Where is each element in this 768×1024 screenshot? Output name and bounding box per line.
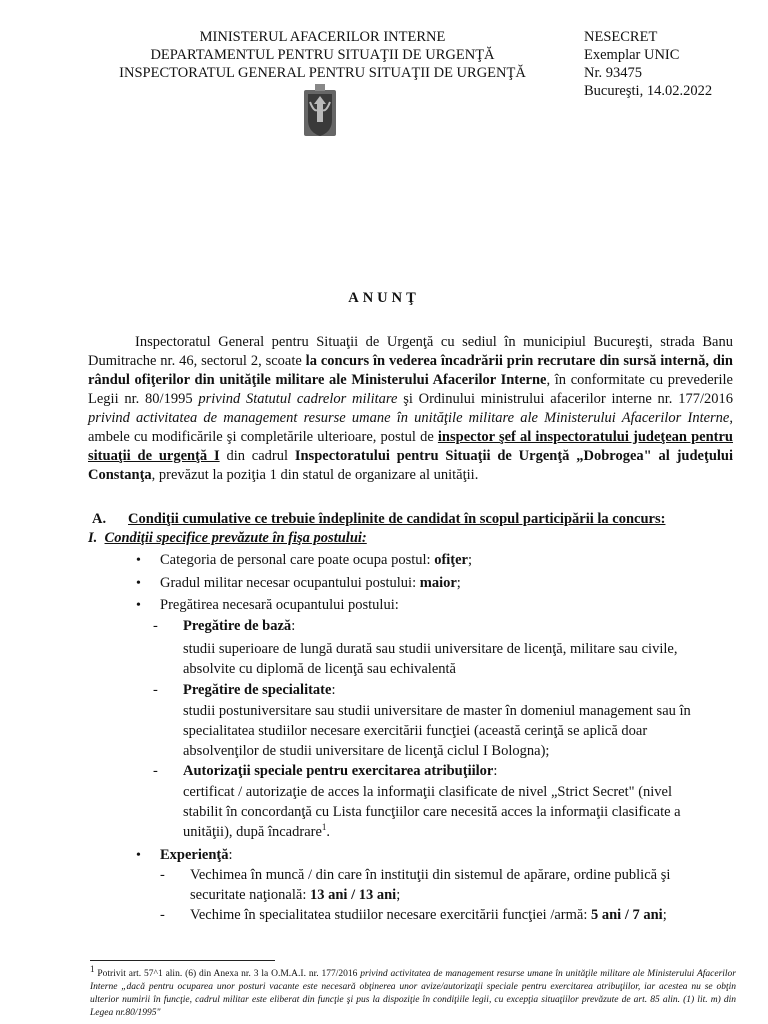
authorization-title: Autorizaţii speciale pentru exercitarea atribuţiilor <box>183 763 494 779</box>
basic-training-colon: : <box>291 618 296 634</box>
document-meta <box>584 28 754 100</box>
authorization-end: . <box>326 824 331 840</box>
department-name: DEPARTAMENTUL PENTRU SITUAŢII DE URGENŢĂ <box>150 47 495 63</box>
category-label: Categoria de personal care poate ocupa postul: <box>160 552 435 568</box>
list-item-category <box>160 551 472 570</box>
intro-text-1: Inspectoratul General pentru Situaţii de Urgenţă cu sediul în municipiul Bucureşti, strada Banu Dumitrache nr. 46, sectorul 2, scoate <box>88 334 733 369</box>
category-value: ofiţer <box>434 552 468 568</box>
specialty-training-line-1: studii postuniversitare sau studii universitare de master în domeniul management sau în <box>183 703 691 719</box>
sub-item-seniority: - Vechimea în muncă / din care în instituţii din sistemul de apărare, ordine publică şi <box>190 866 736 885</box>
intro-italic-2: privind activitatea de management resurse umane în unităţile militare ale Ministerului Afacerilor Interne <box>88 410 730 426</box>
sub-item-specialty-seniority <box>190 906 736 925</box>
experience-colon: : <box>228 847 233 863</box>
intro-text-3: şi Ordinului ministrului afacerilor interne nr. 177/2016 <box>397 391 733 407</box>
footnote-text: Potrivit art. 57^1 alin. (6) din Anexa nr. 3 la O.M.A.I. nr. 177/2016 <box>94 969 361 979</box>
experience-title: Experienţă <box>160 847 229 863</box>
section-i-label: I. <box>88 530 98 546</box>
basic-training-title: Pregătire de bază <box>183 618 292 634</box>
seniority-label: securitate naţională: <box>190 887 310 903</box>
intro-paragraph <box>88 333 733 485</box>
category-end: ; <box>468 552 473 568</box>
inspectorate-name: INSPECTORATUL GENERAL PENTRU SITUAŢII DE URGENŢĂ <box>119 65 526 81</box>
specialty-seniority-value: 5 ani / 7 ani <box>590 907 663 923</box>
authorization-line-2: stabilit în concordanţă cu Lista funcţiilor care necesită acces la informaţii clasificate a <box>183 804 681 820</box>
authorization-line-3-text: unităţii), după încadrare <box>183 824 322 840</box>
seniority-value: 13 ani / 13 ani <box>309 887 397 903</box>
specialty-training-line-2: specialitatea studiilor necesare exercitării funcţiei (această cerinţă se aplică doar <box>183 723 648 739</box>
specialty-seniority-label: Vechime în specialitatea studiilor necesare exercitării funcţiei /armă: <box>190 907 591 923</box>
sub-item-authorizations <box>183 762 497 781</box>
basic-training-line-1: studii superioare de lungă durată sau studii universitare de licenţă, militare sau civile, <box>183 641 678 657</box>
specialty-training-title: Pregătire de specialitate <box>183 682 332 698</box>
footnote <box>90 963 736 1020</box>
registration-number: Nr. 93475 <box>584 65 642 81</box>
specialty-training-colon: : <box>331 682 336 698</box>
grade-end: ; <box>456 575 461 591</box>
section-a-heading <box>92 511 737 528</box>
seniority-end: ; <box>396 887 401 903</box>
list-item-training: • Pregătirea necesară ocupantului postului: <box>160 596 399 615</box>
place-date: Bucureşti, 14.02.2022 <box>584 83 713 99</box>
list-item-grade <box>160 574 461 593</box>
coat-of-arms-icon <box>302 82 338 138</box>
intro-text-5: din cadrul <box>219 448 295 464</box>
footnote-rule <box>90 960 275 961</box>
grade-value: maior <box>419 575 457 591</box>
document-title: ANUNŢ <box>348 290 420 306</box>
authorization-line-3 <box>183 823 733 842</box>
classification: NESECRET <box>584 29 658 45</box>
section-a-text: Condiţii cumulative ce trebuie îndeplinite de candidat în scopul participării la concurs: <box>128 511 666 527</box>
intro-text-4: , ambele cu modificările şi completările ulterioare, postul de <box>88 410 733 445</box>
footnote-number: 1 <box>90 963 95 974</box>
list-item-experience <box>160 846 233 865</box>
specialty-training-line-3: absolvenţilor de studii universitare de licenţă ciclul I Bologna); <box>183 743 550 759</box>
footnote-italic-text: privind activitatea de management resurse umane în unităţile militare ale Ministerului Afacerilor Interne „dacă pentru ocuparea unor posturi vacante este necesară obţinerea unor avize/autorizaţii speciale pentru exercitarea atribuţiilor, iar acestea nu se obţin ulterior numirii în funcţie, cadrul militar este eliberat din funcţie şi pus la dispoziţie în condiţiile legii, cu excepţia situaţiilor prevăzute de art. 85 alin. (1) lit. m) din Legea nr.80/1995" <box>90 969 736 1018</box>
issuer-header <box>90 28 555 82</box>
intro-text-6: , prevăzut la poziţia 1 din statul de organizare al unităţii. <box>151 467 479 483</box>
basic-training-line-2: absolvite cu diplomă de licenţă sau echivalentă <box>183 661 456 677</box>
authorization-colon: : <box>493 763 498 779</box>
ministry-name: MINISTERUL AFACERILOR INTERNE <box>199 29 446 45</box>
intro-bold-1: la concurs în vederea încadrării prin recrutare din sursă internă, din rândul ofiţerilor din unităţile militare ale Ministerului Afacerilor Interne <box>88 353 733 388</box>
intro-italic-1: privind Statutul cadrelor militare <box>198 391 398 407</box>
intro-text-2: , în conformitate cu prevederile Legii nr. 80/1995 <box>88 372 733 407</box>
section-i-heading <box>88 530 733 547</box>
section-i-text: Condiţii specifice prevăzute în fişa postului: <box>104 530 367 546</box>
specialty-seniority-end: ; <box>662 907 667 923</box>
sub-item-specialty-training <box>183 681 335 700</box>
section-a-label: A. <box>92 511 107 527</box>
grade-label: Gradul militar necesar ocupantului postului: <box>160 575 420 591</box>
position-title: inspector şef al inspectoratului judeţean pentru situaţii de urgenţă I <box>88 429 733 464</box>
authorization-line-1: certificat / autorizaţie de acces la informaţii clasificate de nivel „Strict Secret" (nivel <box>183 784 673 800</box>
unit-name: Inspectoratului pentru Situaţii de Urgenţă „Dobrogea" al judeţului Constanţa <box>88 448 734 483</box>
footnote-ref: 1 <box>321 822 327 833</box>
sub-item-basic-training <box>183 617 295 636</box>
seniority-line-2 <box>190 886 736 905</box>
copy-info: Exemplar UNIC <box>584 47 680 63</box>
